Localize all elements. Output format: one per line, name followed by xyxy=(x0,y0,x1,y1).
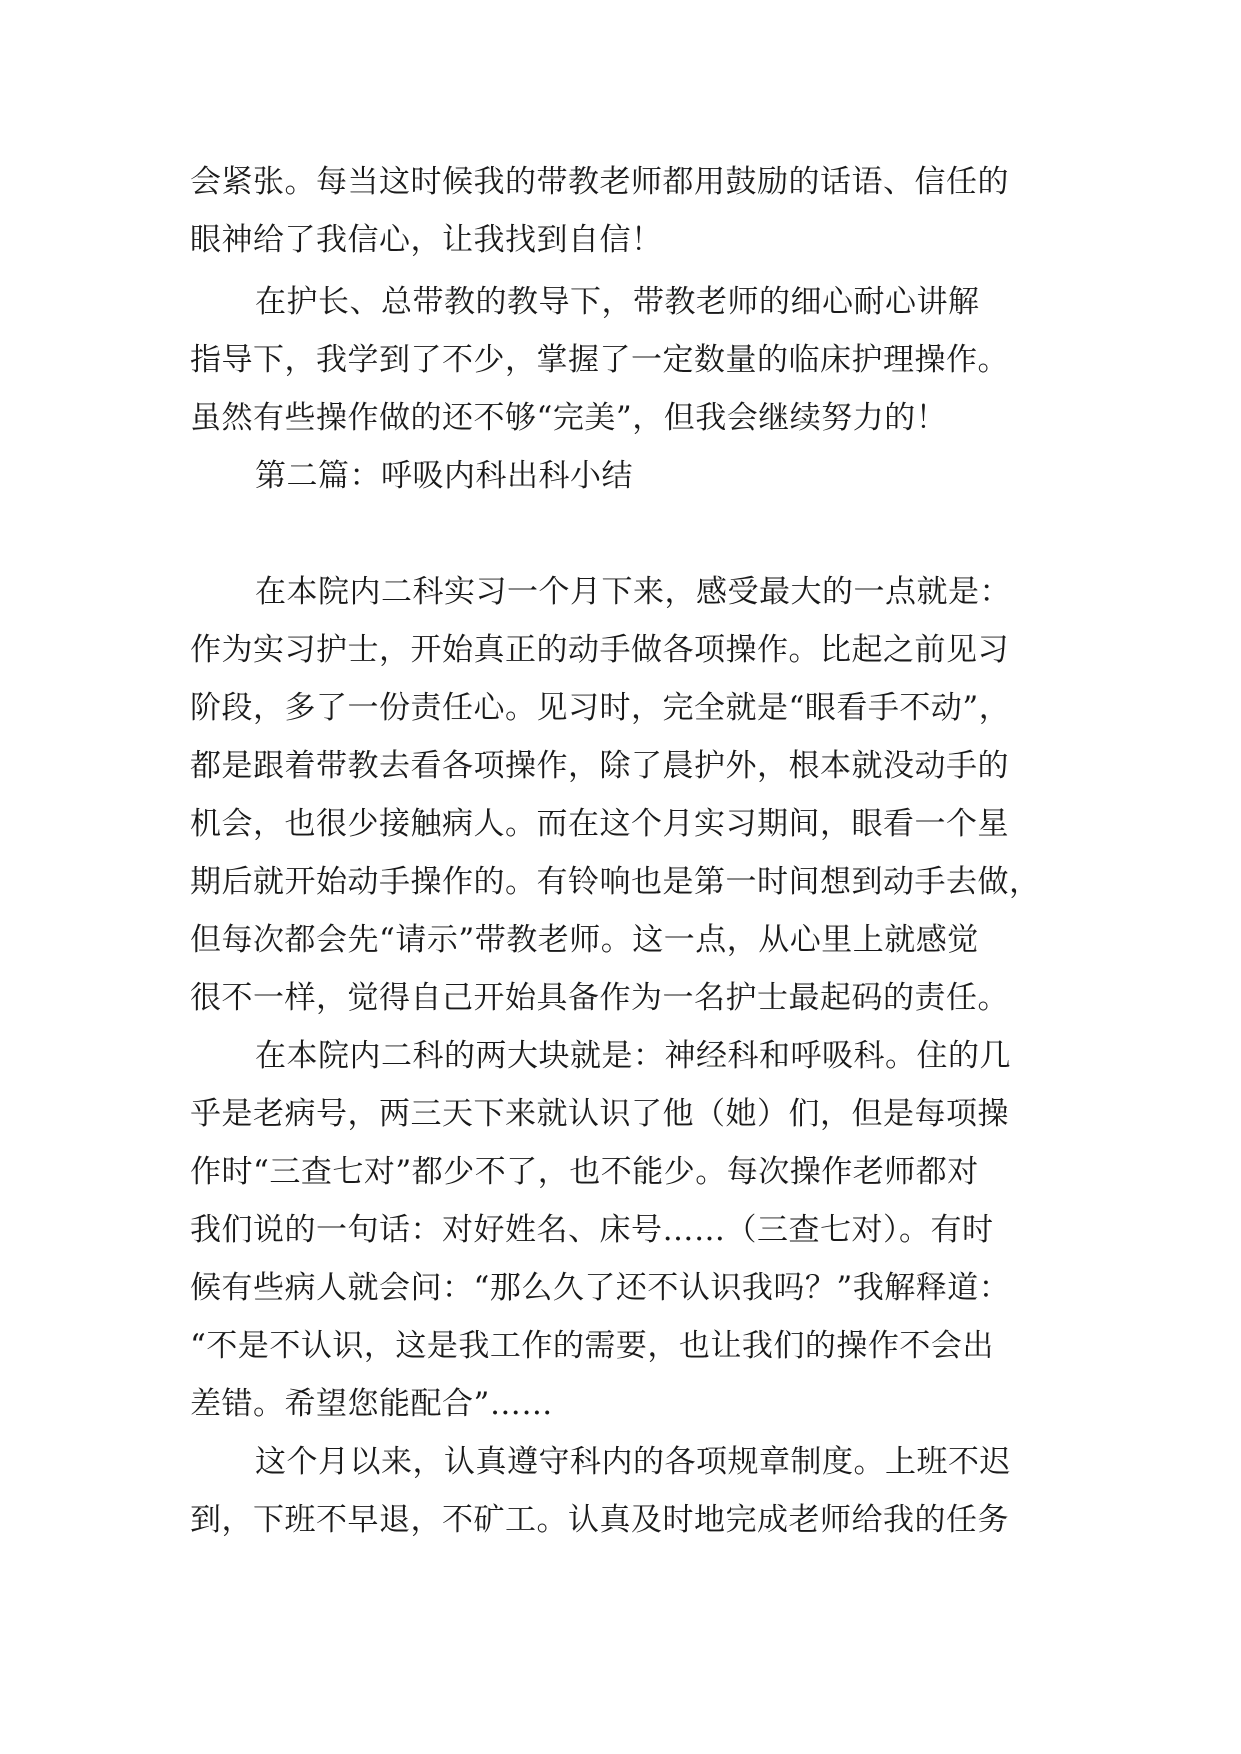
text-line: 都是跟着带教去看各项操作，除了晨护外，根本就没动手的 xyxy=(190,748,1009,784)
text-line: 眼神给了我信心，让我找到自信！ xyxy=(190,222,663,258)
text-line: 但每次都会先“请示”带教老师。这一点，从心里上就感觉 xyxy=(190,922,979,958)
text-line: 候有些病人就会问：“那么久了还不认识我吗？”我解释道： xyxy=(190,1270,1011,1306)
text-line: 会紧张。每当这时候我的带教老师都用鼓励的话语、信任的 xyxy=(190,164,1009,200)
paragraph-start-line: 这个月以来，认真遵守科内的各项规章制度。上班不迟 xyxy=(255,1444,1011,1480)
text-line: 差错。希望您能配合”…… xyxy=(190,1386,553,1422)
paragraph-start-line: 在本院内二科的两大块就是：神经科和呼吸科。住的几 xyxy=(255,1038,1011,1074)
section-heading: 第二篇：呼吸内科出科小结 xyxy=(255,458,633,494)
text-line: “不是不认识，这是我工作的需要，也让我们的操作不会出 xyxy=(190,1328,994,1364)
text-line: 虽然有些操作做的还不够“完美”，但我会继续努力的！ xyxy=(190,400,948,436)
text-line: 作时“三查七对”都少不了，也不能少。每次操作老师都对 xyxy=(190,1154,979,1190)
text-line: 很不一样，觉得自己开始具备作为一名护士最起码的责任。 xyxy=(190,980,1009,1016)
paragraph-start-line: 在护长、总带教的教导下，带教老师的细心耐心讲解 xyxy=(255,284,980,320)
text-line: 阶段，多了一份责任心。见习时，完全就是“眼看手不动”， xyxy=(190,690,1011,726)
text-line: 到，下班不早退，不矿工。认真及时地完成老师给我的任务 xyxy=(190,1502,1009,1538)
text-line: 期后就开始动手操作的。有铃响也是第一时间想到动手去做， xyxy=(190,864,1041,900)
text-line: 作为实习护士，开始真正的动手做各项操作。比起之前见习 xyxy=(190,632,1009,668)
paragraph-start-line: 在本院内二科实习一个月下来，感受最大的一点就是： xyxy=(255,574,1011,610)
text-line: 机会，也很少接触病人。而在这个月实习期间，眼看一个星 xyxy=(190,806,1009,842)
text-line: 我们说的一句话：对好姓名、床号……（三查七对）。有时 xyxy=(190,1212,994,1248)
text-line: 乎是老病号，两三天下来就认识了他（她）们，但是每项操 xyxy=(190,1096,1009,1132)
text-line: 指导下，我学到了不少，掌握了一定数量的临床护理操作。 xyxy=(190,342,1009,378)
